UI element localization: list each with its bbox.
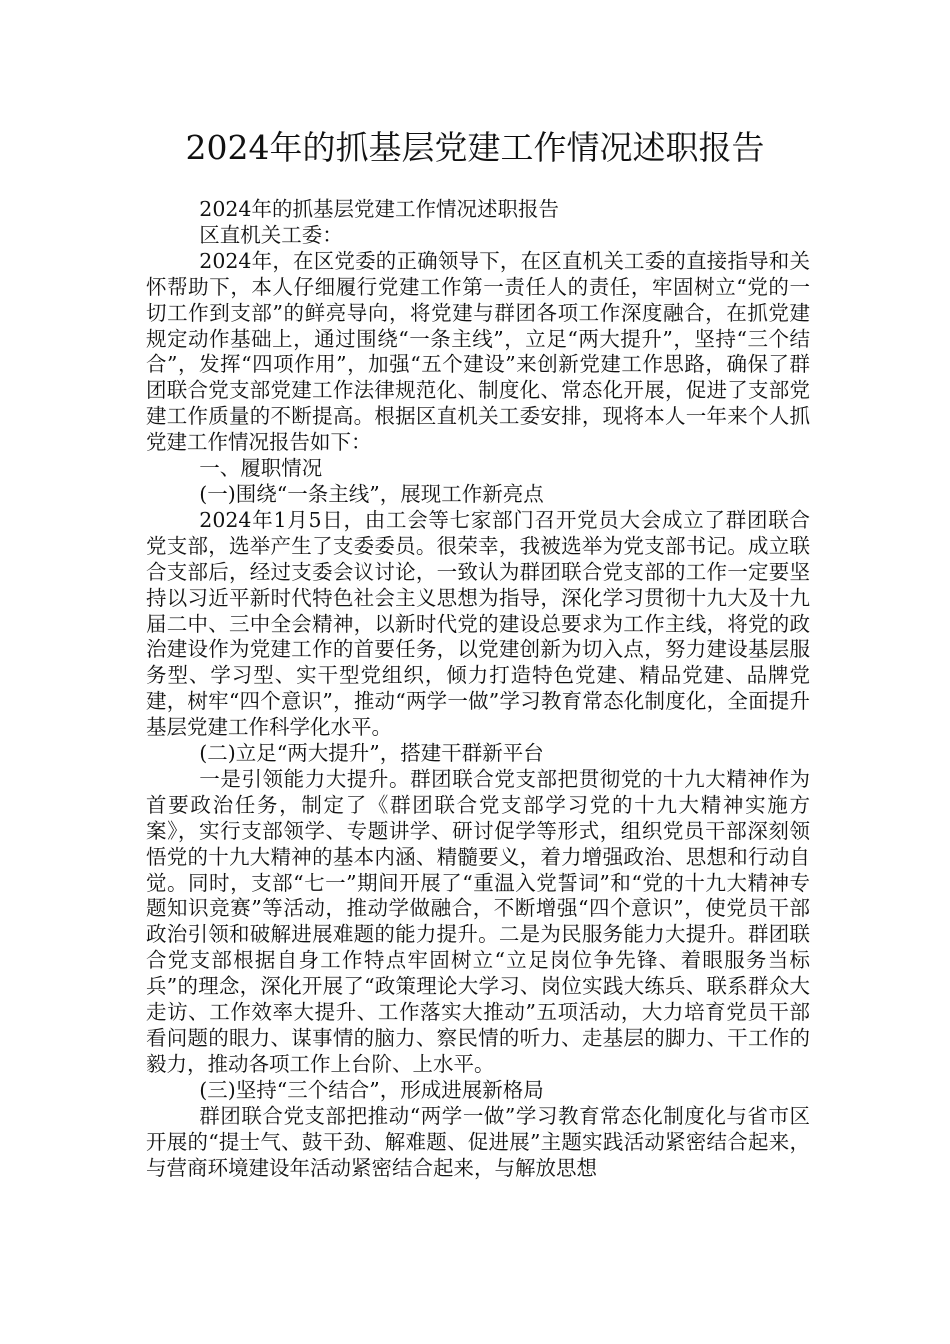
document-title: 2024年的抓基层党建工作情况述职报告 — [185, 128, 765, 167]
section-heading-duty: 一、履职情况 — [199, 456, 323, 481]
body-paragraph-subtitle: 2024年的抓基层党建工作情况述职报告 — [199, 197, 559, 221]
subsection-heading-1: (一)围绕“一条主线”，展现工作新亮点 — [199, 481, 544, 506]
body-paragraph-salutation: 区直机关工委： — [199, 222, 343, 247]
body-paragraph-1: 2024年1月5日，由工会等七家部门召开党员大会成立了群团联合党支部，选举产生了支委委员。很荣幸，我被选举为党支部书记。成立联合支部后，经过支委会议讨论，一致认为群团联合党支部的工作一定要坚持以习近平新时代特色社会主义思想为指导，深化学习贯彻十九大及十九届二中、三中全会精神，以新时代党的建设总要求为工作主线，将党的政治建设作为党建工作的首要任务，以党建创新为切入点，努力建设基层服务型、学习型、实干型党组织，倾力打造特色党建、精品党建、品牌党建，树牢“四个意识”，推动“两学一做”学习教育常态化制度化，全面提升基层党建工作科学化水平。 — [146, 507, 810, 740]
subsection-heading-2: (二)立足“两大提升”，搭建干群新平台 — [199, 741, 544, 766]
body-paragraph-3: 群团联合党支部把推动“两学一做”学习教育常态化制度化与省市区开展的“提士气、鼓干劲、解难题、促进展”主题实践活动紧密结合起来，与营商环境建设年活动紧密结合起来，与解放思想 — [146, 1103, 810, 1180]
document-body — [146, 197, 810, 1181]
subsection-heading-3: (三)坚持“三个结合”，形成进展新格局 — [199, 1077, 544, 1102]
body-paragraph-intro: 2024年，在区党委的正确领导下，在区直机关工委的直接指导和关怀帮助下，本人仔细履行党建工作第一责任人的责任，牢固树立“党的一切工作到支部”的鲜亮导向，将党建与群团各项工作深度融合，在抓党建规定动作基础上，通过围绕“一条主线”，立足“两大提升”，坚持“三个结合”，发挥“四项作用”，加强“五个建设”来创新党建工作思路，确保了群团联合党支部党建工作法律规范化、制度化、常态化开展，促进了支部党建工作质量的不断提高。根据区直机关工委安排，现将本人一年来个人抓党建工作情况报告如下： — [146, 248, 810, 455]
body-paragraph-2: 一是引领能力大提升。群团联合党支部把贯彻党的十九大精神作为首要政治任务，制定了《群团联合党支部学习党的十九大精神实施方案》，实行支部领学、专题讲学、研讨促学等形式，组织党员干部深刻领悟党的十九大精神的基本内涵、精髓要义，着力增强政治、思想和行动自觉。同时，支部“七一”期间开展了“重温入党誓词”和“党的十九大精神专题知识竞赛”等活动，推动学做融合，不断增强“四个意识”，使党员干部政治引领和破解进展难题的能力提升。二是为民服务能力大提升。群团联合党支部根据自身工作特点牢固树立“立足岗位争先锋、着眼服务当标兵”的理念，深化开展了“政策理论大学习、岗位实践大练兵、联系群众大走访、工作效率大提升、工作落实大推动”五项活动，大力培育党员干部看问题的眼力、谋事情的脑力、察民情的听力、走基层的脚力、干工作的毅力，推动各项工作上台阶、上水平。 — [146, 766, 810, 1076]
